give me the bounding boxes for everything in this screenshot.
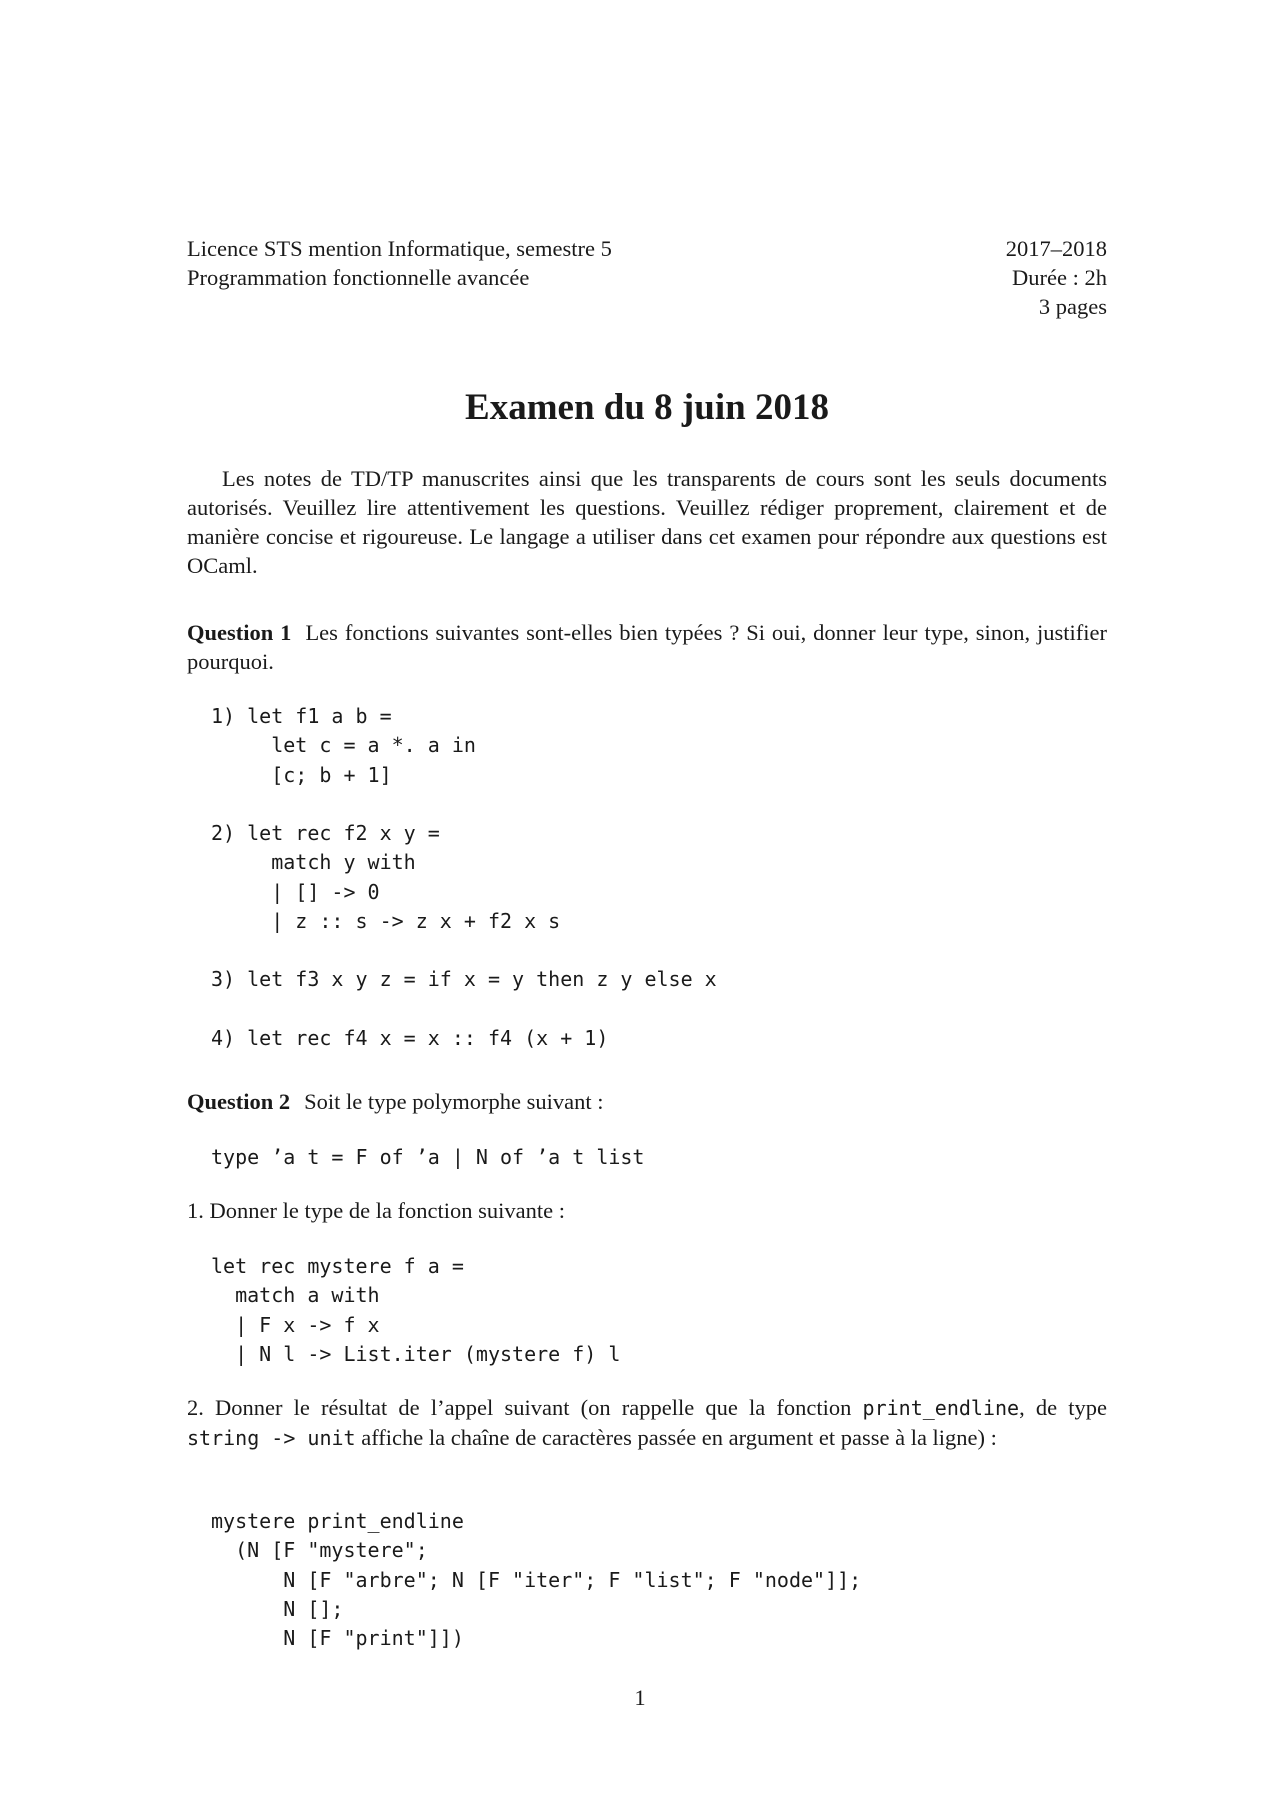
page-header bbox=[187, 234, 1107, 321]
code-f4: 4) let rec f4 x = x :: f4 (x + 1) bbox=[211, 1026, 609, 1050]
item-2-text-c: affiche la chaîne de caractères passée en argument et passe à la ligne) : bbox=[355, 1425, 997, 1450]
course-name: Programmation fonctionnelle avancée bbox=[187, 265, 530, 290]
item-2-code-type: string -> unit bbox=[187, 1426, 356, 1450]
code-f2: 2) let rec f2 x y = match y with | [] -> 0 | z :: s -> z x + f2 x s bbox=[211, 821, 561, 933]
question-2 bbox=[187, 1087, 1107, 1116]
code-mystere-call: mystere print_endline (N [F "mystere"; N [F "arbre"; N [F "iter"; F "list"; F "node"]]; N []; N [F "print"]]) bbox=[211, 1509, 862, 1651]
item-2-text-a: 2. Donner le résultat de l’appel suivant (on rappelle que la fonction bbox=[187, 1395, 863, 1420]
question-2-item-2 bbox=[187, 1393, 1107, 1453]
exam-duration: Durée : 2h bbox=[1012, 265, 1107, 290]
question-1 bbox=[187, 618, 1107, 676]
item-2-code-print-endline: print_endline bbox=[862, 1396, 1020, 1420]
question-1-label: Question 1 bbox=[187, 620, 292, 645]
question-2-item-1: 1. Donner le type de la fonction suivante : bbox=[187, 1198, 566, 1223]
item-2-text-b: , de type bbox=[1019, 1395, 1108, 1420]
header-left bbox=[187, 234, 612, 321]
page-content bbox=[187, 234, 1108, 1651]
page-count: 3 pages bbox=[1038, 294, 1107, 319]
page-number: 1 bbox=[634, 1685, 646, 1710]
code-mystere: let rec mystere f a = match a with | F x -> f x | N l -> List.iter (mystere f) l bbox=[211, 1254, 621, 1366]
academic-year: 2017–2018 bbox=[1005, 236, 1107, 261]
exam-title: Examen du 8 juin 2018 bbox=[465, 387, 829, 428]
question-1-text: Les fonctions suivantes sont-elles bien typées ? Si oui, donner leur type, sinon, justifier pourquoi. bbox=[187, 620, 1108, 674]
question-2-label: Question 2 bbox=[187, 1089, 291, 1114]
code-f1: 1) let f1 a b = let c = a *. a in [c; b + 1] bbox=[211, 704, 476, 787]
code-f3: 3) let f3 x y z = if x = y then z y else x bbox=[211, 967, 717, 991]
instructions-paragraph: Les notes de TD/TP manuscrites ainsi que les transparents de cours sont les seuls documents autorisés. Veuillez lire attentivement les questions. Veuillez rédiger proprement, clairement et de manière concise et rigoureuse. Le langage a utiliser dans cet examen pour répondre aux questions est OCaml. bbox=[187, 466, 1107, 578]
code-type-definition: type ’a t = F of ’a | N of ’a t list bbox=[211, 1145, 645, 1169]
header-right bbox=[1006, 234, 1107, 321]
course-program: Licence STS mention Informatique, semestre 5 bbox=[187, 236, 612, 261]
question-2-text: Soit le type polymorphe suivant : bbox=[304, 1089, 604, 1114]
